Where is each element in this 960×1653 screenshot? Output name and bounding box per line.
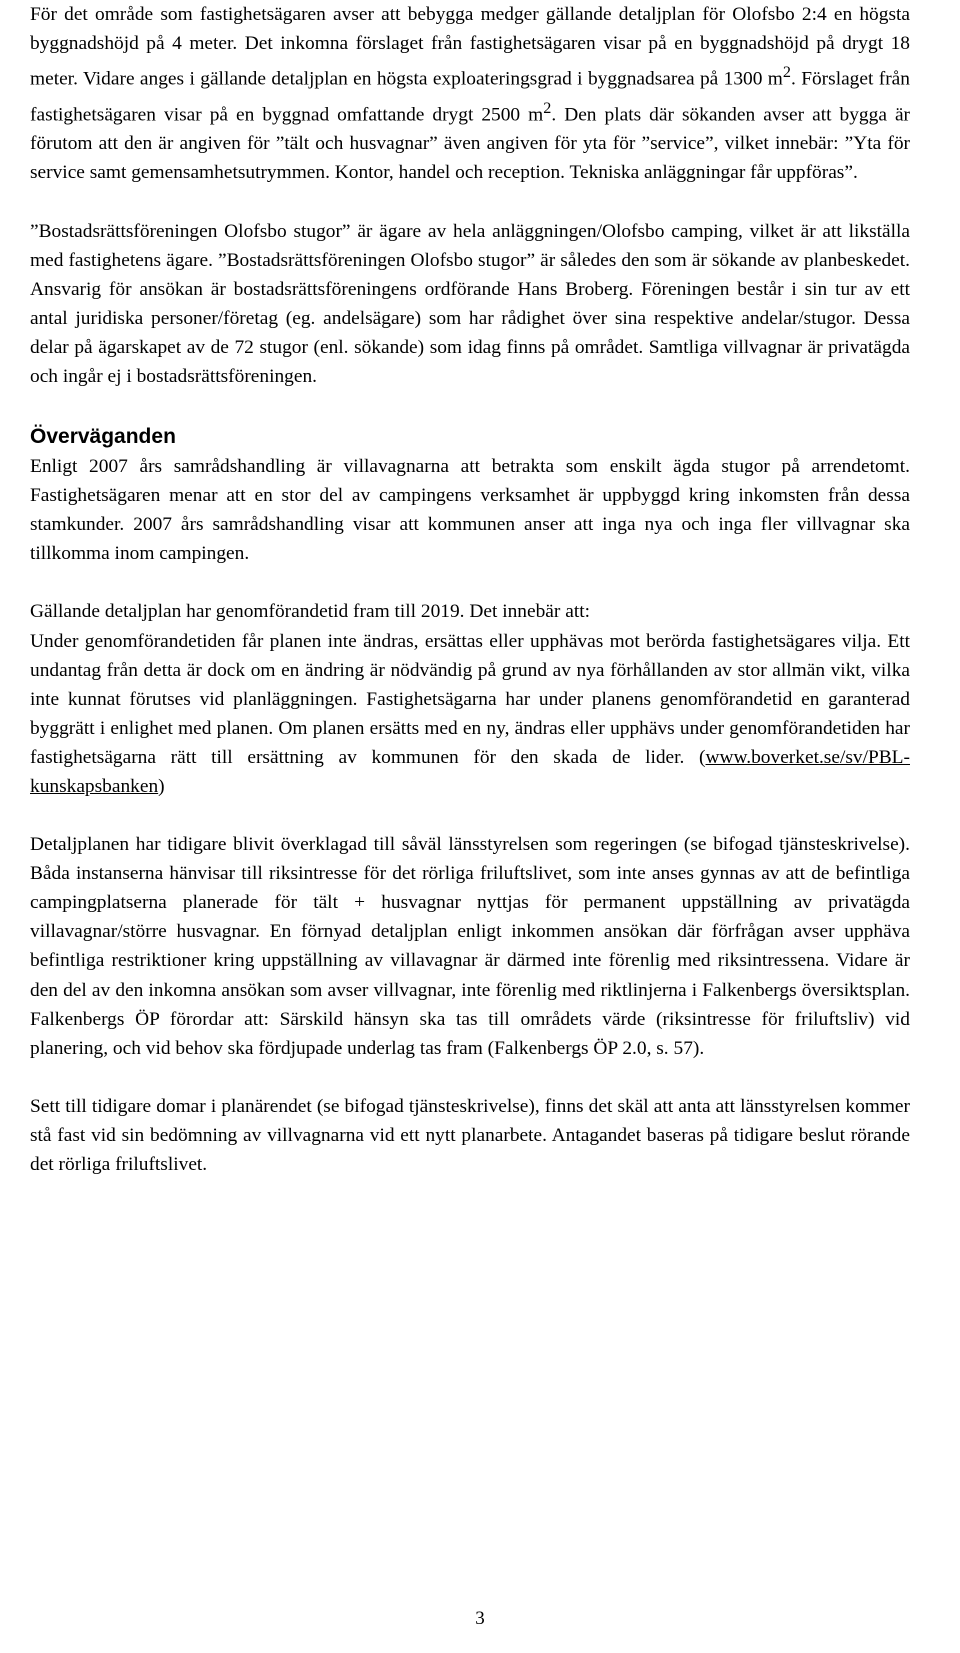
paragraph-overklagad: Detaljplanen har tidigare blivit överklagad till såväl länsstyrelsen som regeringen (se bifogad tjänsteskrivelse). Båda instanserna hänvisar till riksintresse för det rörliga friluftslivet, som inte anses gynnas av att de befintliga campingplatserna planerade för tält + husvagnar nyttjas för permanent uppställning av privatägda villavagnar/större husvagnar. En förnyad detaljplan enligt inkommen ansökan där förfrågan avser upphäva befintliga restriktioner kring uppställning av villavagnar är därmed inte förenlig med riksintressena. Vidare är den del av den inkomna ansökan som avser villvagnar, inte förenlig med riktlinjerna i Falkenbergs översiktsplan. Falkenbergs ÖP förordar att: Särskild hänsyn ska tas till områdets värde (riksintresse för friluftsliv) vid planering, och vid behov ska fördjupade underlag tas fram (Falkenbergs ÖP 2.0, s. 57). — [30, 834, 910, 1059]
document-page — [30, 0, 910, 1179]
paragraph-text: . Förslaget från fastighetsägaren visar på en byggnad omfattande drygt 2500 m — [30, 68, 910, 126]
superscript: 2 — [543, 99, 552, 117]
page-number: 3 — [475, 1608, 485, 1629]
paragraph-text: . Den plats där sökanden avser att bygga är förutom att den är angiven för ”tält och husvagnar” även angiven för yta för ”service”, vilket innebär: ”Yta för service samt gemensamhetsutrymmen. Kontor, handel och reception. Tekniska anläggningar får uppföras”. — [30, 104, 911, 184]
paragraph-text: Under genomförandetiden får planen inte ändras, ersättas eller upphävas mot berörda fastighetsägares vilja. Ett undantag från detta är dock om en ändring är nödvändig på grund av nya förhållanden av stor allmän vikt, vilka inte kunnat förutses vid planläggningen. Fastighetsägarna har under planens genomförandetid en garanterad byggrätt i enlighet med planen. Om planen ersätts med en ny, ändras eller upphävs under genomförandetiden har fastighetsägarna rätt till ersättning av kommunen för den skada de lider. ( — [30, 630, 910, 768]
paragraph-domar: Sett till tidigare domar i planärendet (se bifogad tjänsteskrivelse), finns det skäl att anta att länsstyrelsen kommer stå fast vid sin bedömning av villvagnarna vid ett nytt planarbete. Antagandet baseras på tidigare beslut rörande det rörliga friluftslivet. — [30, 1095, 910, 1176]
section-heading: Överväganden — [30, 425, 176, 449]
paragraph-samradshandling: Enligt 2007 års samrådshandling är villavagnarna att betrakta som enskilt ägda stugor på arrendetomt. Fastighetsägaren menar att en stor del av campingens verksamhet är uppbyggd kring inkomsten från dessa stamkunder. 2007 års samrådshandling visar att kommunen anser att inga nya och inga fler villvagnar ska tillkomma inom campingen. — [30, 456, 910, 565]
paragraph-genomforandetid — [30, 627, 910, 802]
boverket-link[interactable]: www.boverket.se/sv/PBL-kunskapsbanken — [30, 746, 910, 797]
paragraph-text: För det område som fastighetsägaren avser att bebygga medger gällande detaljplan för Olofsbo 2:4 en högsta byggnadshöjd på 4 meter. Det inkomna förslaget från fastighetsägaren visar på en byggnadshöjd på drygt 18 meter. Vidare anges i gällande detaljplan en högsta exploateringsgrad i byggnadsarea på 1300 m — [30, 4, 910, 90]
paragraph-bostadsrattsforening: ”Bostadsrättsföreningen Olofsbo stugor” är ägare av hela anläggningen/Olofsbo camping, vilket är att likställa med fastighetens ägare. ”Bostadsrättsföreningen Olofsbo stugor” är således den som är sökande av planbeskedet. Ansvarig för ansökan är bostadsrättsföreningens ordförande Hans Broberg. Föreningen består i sin tur av ett antal juridiska personer/företag (eg. andelsägare) som har rådighet över sina respektive andelar/stugor. Dessa delar på ägarskapet av de 72 stugor (enl. sökande) som idag finns på området. Samtliga villvagnar är privatägda och ingår ej i bostadsrättsföreningen. — [30, 220, 910, 387]
paragraph-text: ) — [158, 776, 165, 797]
superscript: 2 — [782, 64, 791, 82]
paragraph-genomforandetid-intro: Gällande detaljplan har genomförandetid fram till 2019. Det innebär att: — [30, 601, 590, 623]
paragraph-detaljplan — [30, 0, 910, 188]
